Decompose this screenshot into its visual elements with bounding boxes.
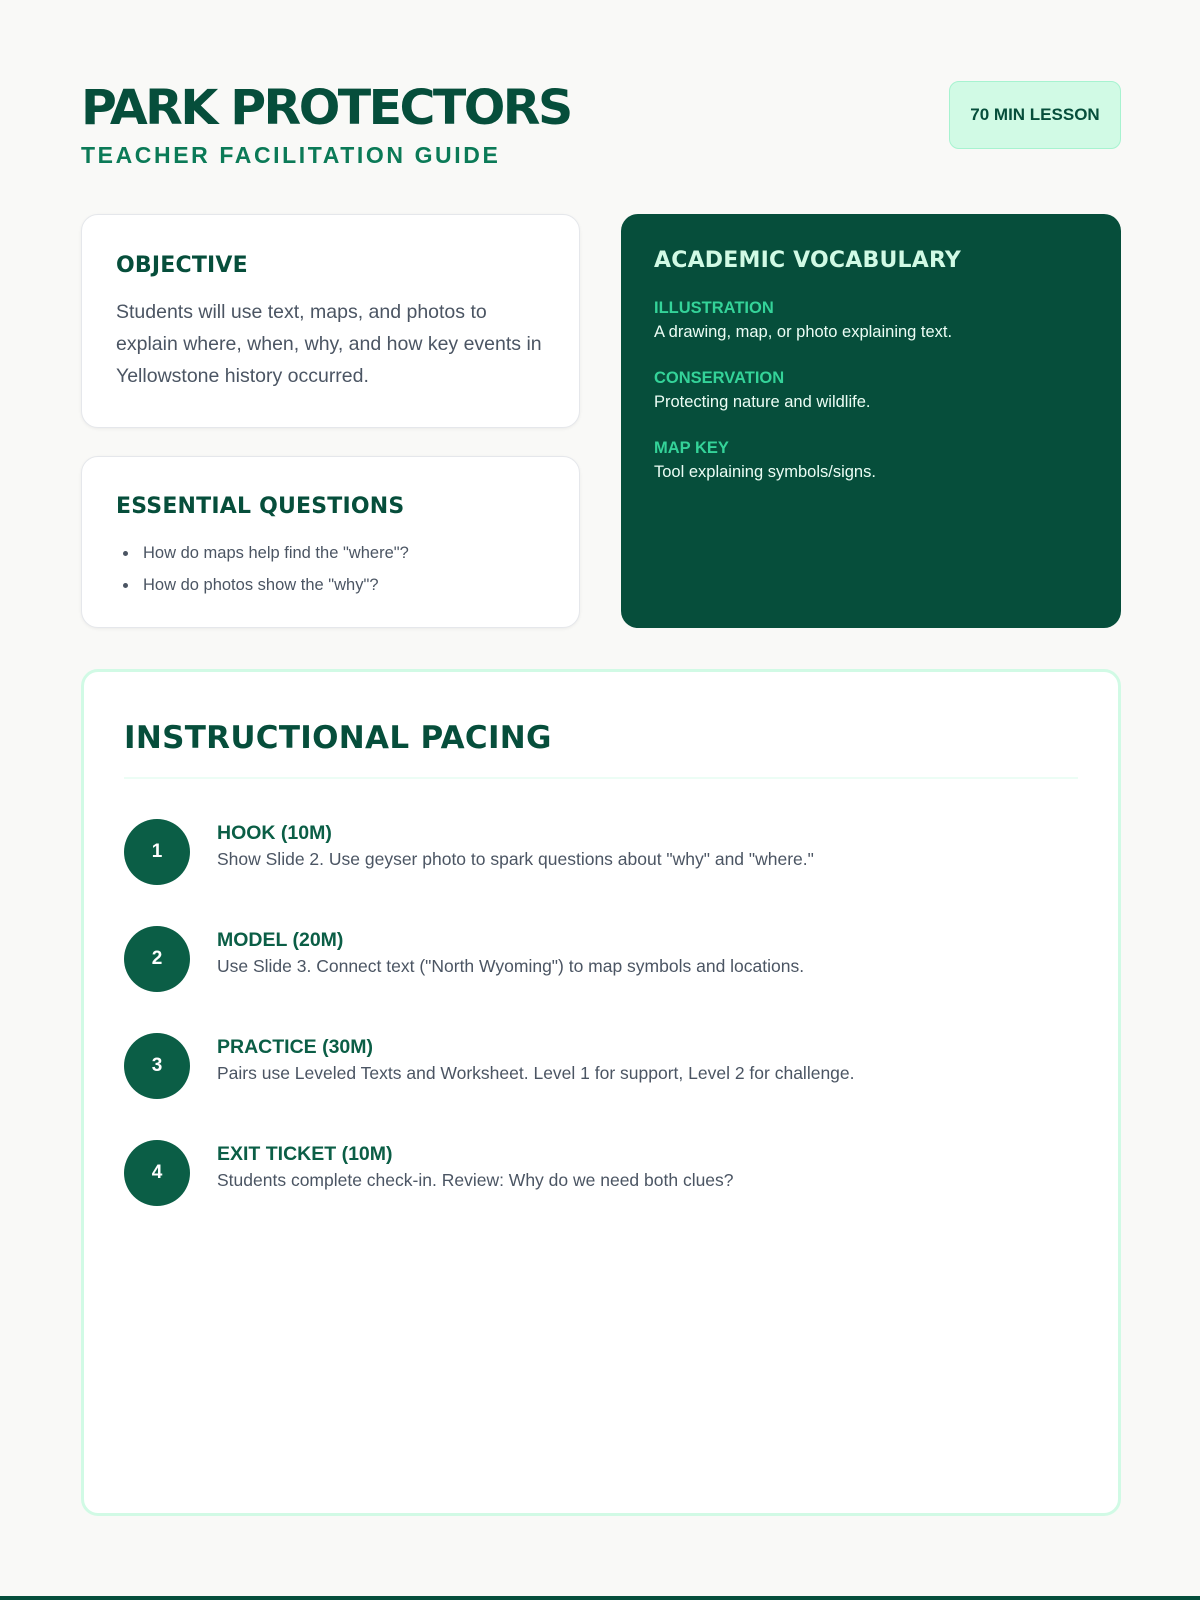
- footer-accent-bar: [0, 1596, 1200, 1600]
- term-definition: Protecting nature and wildlife.: [654, 393, 871, 411]
- term-definition: A drawing, map, or photo explaining text.: [654, 323, 953, 341]
- page-title: PARK PROTECTORS: [81, 80, 571, 136]
- step-body: [217, 1033, 855, 1086]
- step-body: [217, 1140, 734, 1193]
- pacing-divider: [124, 777, 1078, 779]
- vocabulary-term: [654, 437, 1088, 485]
- step-number-badge: 4: [124, 1140, 190, 1206]
- step-label: PRACTICE (30M): [217, 1036, 374, 1058]
- objective-text: Students will use text, maps, and photos to explain where, when, why, and how key events in Yellowstone history occurred.: [116, 301, 542, 387]
- question-item: How do photos show the "why"?: [143, 569, 546, 601]
- step-number-badge: 3: [124, 1033, 190, 1099]
- step-label: HOOK (10M): [217, 822, 332, 844]
- lesson-duration-badge: 70 MIN LESSON: [949, 81, 1121, 149]
- vocabulary-heading: ACADEMIC VOCABULARY: [654, 248, 962, 273]
- step-body: [217, 926, 804, 979]
- objective-heading: OBJECTIVE: [116, 253, 248, 278]
- term-name: CONSERVATION: [654, 369, 785, 387]
- step-number-badge: 2: [124, 926, 190, 992]
- pacing-step: [124, 819, 1078, 926]
- step-description: Pairs use Leveled Texts and Worksheet. Level 1 for support, Level 2 for challenge.: [217, 1063, 855, 1083]
- instructional-pacing-card: [81, 669, 1121, 1516]
- academic-vocabulary-card: [621, 214, 1121, 628]
- objective-card: [81, 214, 580, 428]
- step-description: Show Slide 2. Use geyser photo to spark questions about "why" and "where.": [217, 849, 814, 869]
- question-item: How do maps help find the "where"?: [143, 537, 546, 569]
- term-definition: Tool explaining symbols/signs.: [654, 463, 876, 481]
- step-label: EXIT TICKET (10M): [217, 1143, 393, 1165]
- vocabulary-term: [654, 297, 1088, 345]
- term-name: MAP KEY: [654, 439, 729, 457]
- essential-questions-card: [81, 456, 580, 628]
- pacing-step: [124, 1140, 1078, 1247]
- pacing-step: [124, 926, 1078, 1033]
- pacing-heading: INSTRUCTIONAL PACING: [124, 720, 552, 756]
- step-body: [217, 819, 814, 872]
- pacing-step: [124, 1033, 1078, 1140]
- step-description: Students complete check-in. Review: Why do we need both clues?: [217, 1170, 734, 1190]
- pacing-steps: [124, 819, 1078, 1247]
- essential-questions-list: [116, 537, 546, 601]
- step-label: MODEL (20M): [217, 929, 344, 951]
- step-number-badge: 1: [124, 819, 190, 885]
- essential-questions-heading: ESSENTIAL QUESTIONS: [116, 494, 405, 519]
- term-name: ILLUSTRATION: [654, 299, 774, 317]
- page-subtitle: TEACHER FACILITATION GUIDE: [81, 142, 501, 168]
- vocabulary-term: [654, 367, 1088, 415]
- step-description: Use Slide 3. Connect text ("North Wyoming") to map symbols and locations.: [217, 956, 805, 976]
